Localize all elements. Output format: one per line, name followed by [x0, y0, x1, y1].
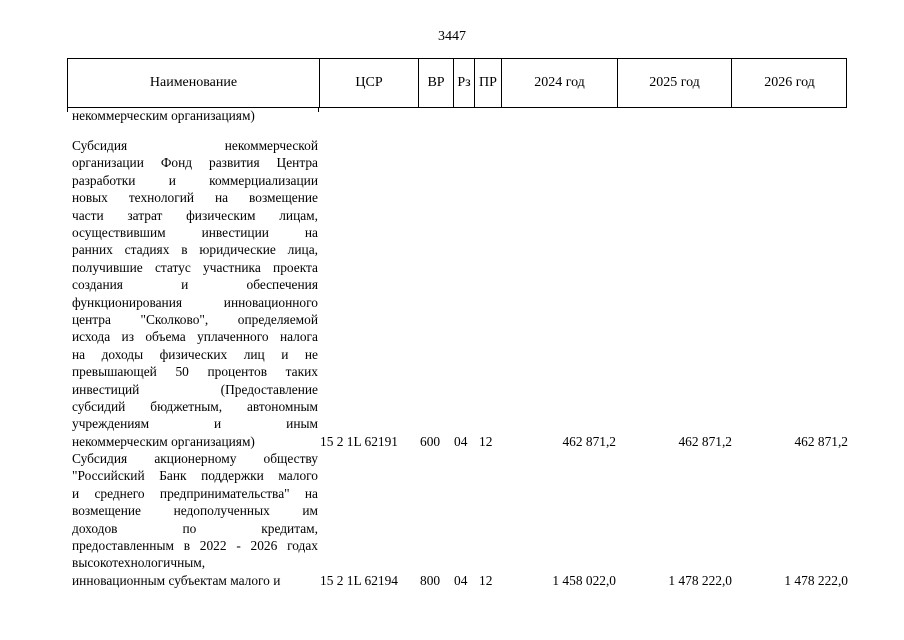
cell-vr: 600	[420, 433, 441, 449]
header-2024: 2024 год	[501, 59, 617, 107]
row-name-line: инвестиций (Предоставление	[72, 381, 318, 397]
header-csr: ЦСР	[319, 59, 418, 107]
header-rz: Рз	[453, 59, 474, 107]
row-name-line: получившие статус участника проекта	[72, 259, 318, 275]
row-name-line: доходов по кредитам,	[72, 520, 318, 536]
header-name: Наименование	[149, 75, 238, 90]
cell-2025: 1 478 222,0	[668, 572, 732, 588]
row-name-line: инновационным субъектам малого и	[72, 572, 281, 588]
header-2025: 2025 год	[617, 59, 731, 107]
column-rule	[67, 107, 68, 112]
header-2026: 2026 год	[731, 59, 847, 107]
row-name-line: возмещение недополученных им	[72, 503, 318, 519]
row-name-line: Субсидия акционерному обществу	[72, 451, 318, 466]
row-name-line: на доходы физических лиц и не	[72, 346, 318, 362]
cell-2024: 1 458 022,0	[552, 572, 616, 588]
row-name-line: учреждениям и иным	[72, 416, 318, 432]
row-name-line: функционирования инновационного	[72, 294, 318, 310]
row-name-line: осуществившим инвестиции на	[72, 225, 318, 240]
row-name-line: некоммерческим организациям)	[72, 433, 255, 449]
table-header	[67, 58, 847, 108]
cell-csr: 15 2 1L 62194	[320, 572, 398, 588]
row-name-line: организации Фонд развития Центра	[72, 155, 318, 171]
row-name-line: части затрат физическим лицам,	[72, 207, 318, 223]
row-name-line: новых технологий на возмещение	[72, 190, 318, 206]
cell-csr: 15 2 1L 62191	[320, 433, 398, 449]
row-name-line: создания и обеспечения	[72, 277, 318, 293]
row-name-line: высокотехнологичным,	[72, 555, 206, 571]
row-name-line: центра "Сколково", определяемой	[72, 312, 318, 327]
cell-2026: 462 871,2	[794, 433, 848, 449]
row-name-line: Субсидия некоммерческой	[72, 138, 318, 153]
column-rule	[318, 107, 319, 112]
cell-2025: 462 871,2	[678, 433, 732, 449]
row-name-line: предоставленным в 2022 - 2026 годах	[72, 538, 318, 553]
row-name-line: исхода из объема уплаченного налога	[72, 329, 318, 345]
cell-rz: 04	[454, 572, 468, 588]
row-name-line: разработки и коммерциализации	[72, 172, 318, 188]
row-name-line: превышающей 50 процентов таких	[72, 364, 318, 380]
cell-2024: 462 871,2	[562, 433, 616, 449]
row-name-line: "Российский Банк поддержки малого	[72, 468, 318, 484]
row-name-line: ранних стадиях в юридические лица,	[72, 242, 318, 258]
cell-pr: 12	[479, 572, 493, 588]
cell-rz: 04	[454, 433, 468, 449]
page-number: 3447	[438, 29, 466, 44]
cell-vr: 800	[420, 572, 441, 588]
row-name-line: субсидий бюджетным, автономным	[72, 399, 318, 414]
cell-2026: 1 478 222,0	[784, 572, 848, 588]
header-vr: ВР	[418, 59, 453, 107]
cell-pr: 12	[479, 433, 493, 449]
header-pr: ПР	[474, 59, 501, 107]
row-name-line: и среднего предпринимательства" на	[72, 485, 318, 501]
continued-name-line: некоммерческим организациям)	[72, 108, 255, 123]
